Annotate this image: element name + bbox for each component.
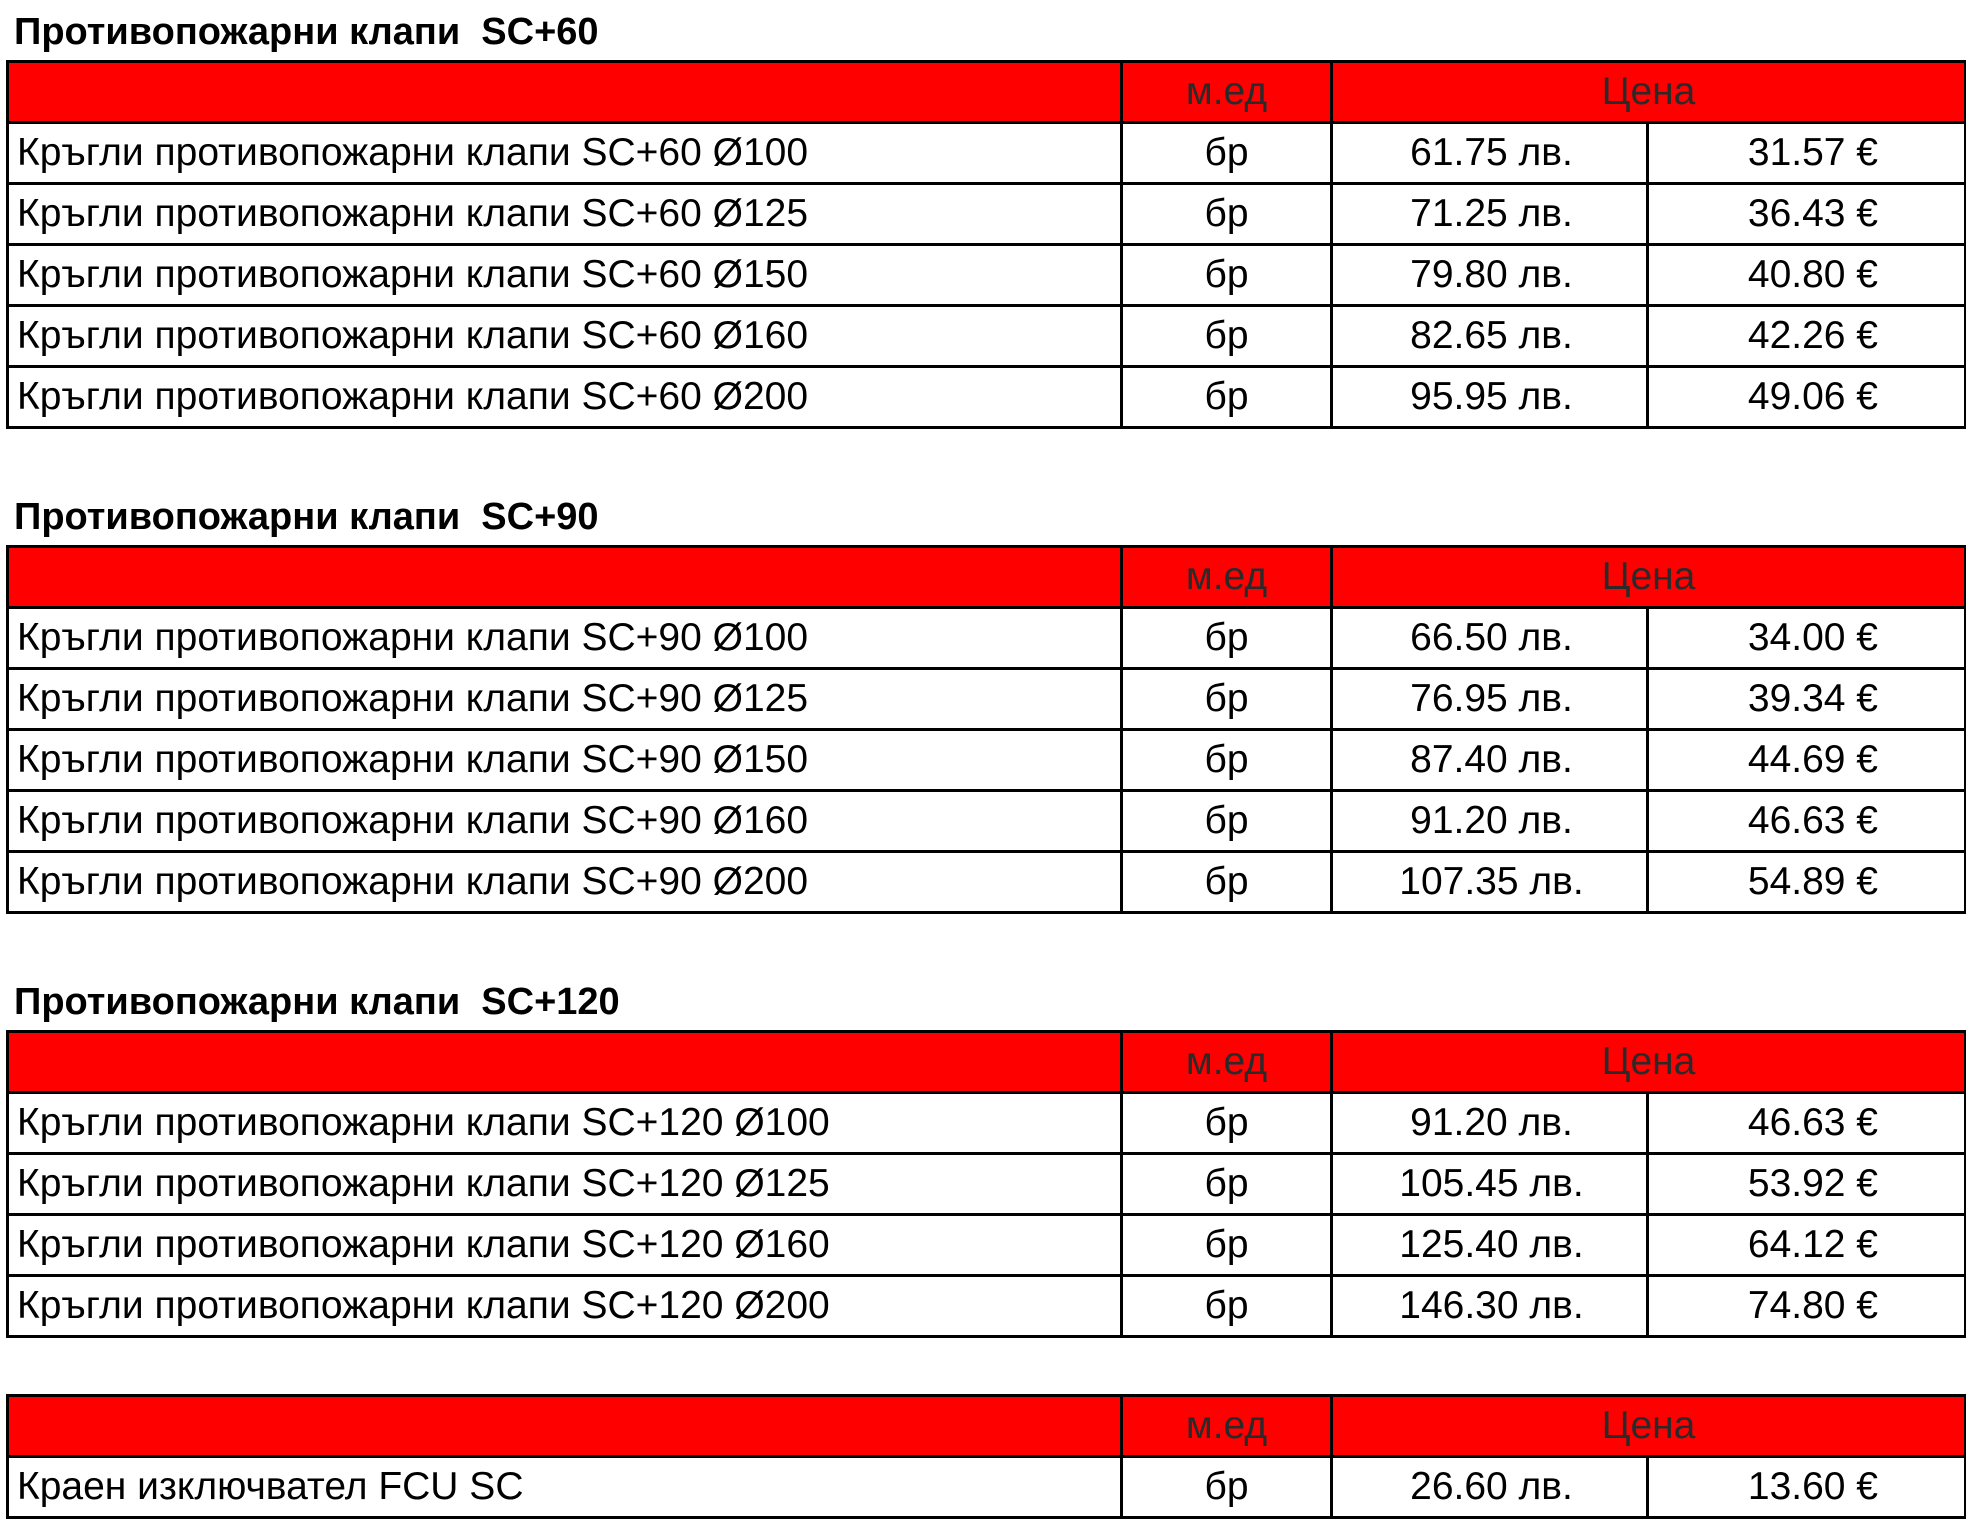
header-unit-cell: м.ед <box>1122 1396 1332 1457</box>
header-name-cell <box>8 1032 1122 1093</box>
section-spacer <box>0 429 1966 489</box>
product-name-cell: Кръгли противопожарни клапи SC+120 Ø100 <box>8 1093 1122 1154</box>
table-header-row <box>8 547 1966 608</box>
header-price-cell: Цена <box>1332 547 1966 608</box>
table-row <box>8 669 1966 730</box>
product-name-cell: Краен изключвател FCU SC <box>8 1457 1122 1518</box>
section-limit-switch <box>6 1394 1966 1519</box>
price-table <box>6 1394 1966 1519</box>
header-unit-cell: м.ед <box>1122 547 1332 608</box>
table-row <box>8 123 1966 184</box>
section-title: Противопожарни клапи SC+120 <box>14 981 620 1023</box>
table-row <box>8 1215 1966 1276</box>
price-eur-cell: 40.80 € <box>1648 245 1966 306</box>
price-bgn-cell: 91.20 лв. <box>1332 1093 1648 1154</box>
price-eur-cell: 46.63 € <box>1648 791 1966 852</box>
table-row <box>8 852 1966 913</box>
section-title: Противопожарни клапи SC+60 <box>14 11 599 53</box>
price-eur-cell: 46.63 € <box>1648 1093 1966 1154</box>
product-name-cell: Кръгли противопожарни клапи SC+90 Ø125 <box>8 669 1122 730</box>
product-name-cell: Кръгли противопожарни клапи SC+90 Ø100 <box>8 608 1122 669</box>
price-eur-cell: 34.00 € <box>1648 608 1966 669</box>
unit-cell: бр <box>1122 1457 1332 1518</box>
price-bgn-cell: 107.35 лв. <box>1332 852 1648 913</box>
unit-cell: бр <box>1122 123 1332 184</box>
header-unit-cell: м.ед <box>1122 1032 1332 1093</box>
table-row <box>8 1276 1966 1337</box>
table-row <box>8 1457 1966 1518</box>
price-bgn-cell: 66.50 лв. <box>1332 608 1648 669</box>
table-row <box>8 245 1966 306</box>
product-name-cell: Кръгли противопожарни клапи SC+60 Ø100 <box>8 123 1122 184</box>
product-name-cell: Кръгли противопожарни клапи SC+120 Ø125 <box>8 1154 1122 1215</box>
header-price-cell: Цена <box>1332 1032 1966 1093</box>
product-name-cell: Кръгли противопожарни клапи SC+90 Ø200 <box>8 852 1122 913</box>
price-bgn-cell: 125.40 лв. <box>1332 1215 1648 1276</box>
price-table <box>6 545 1966 914</box>
header-price-cell: Цена <box>1332 62 1966 123</box>
unit-cell: бр <box>1122 1154 1332 1215</box>
product-name-cell: Кръгли противопожарни клапи SC+60 Ø200 <box>8 367 1122 428</box>
price-eur-cell: 54.89 € <box>1648 852 1966 913</box>
price-eur-cell: 39.34 € <box>1648 669 1966 730</box>
table-header-row <box>8 62 1966 123</box>
header-name-cell <box>8 62 1122 123</box>
unit-cell: бр <box>1122 1093 1332 1154</box>
unit-cell: бр <box>1122 730 1332 791</box>
unit-cell: бр <box>1122 608 1332 669</box>
section-sc120 <box>6 974 1966 1338</box>
section-spacer <box>0 1338 1966 1394</box>
price-bgn-cell: 82.65 лв. <box>1332 306 1648 367</box>
price-eur-cell: 31.57 € <box>1648 123 1966 184</box>
unit-cell: бр <box>1122 367 1332 428</box>
price-eur-cell: 64.12 € <box>1648 1215 1966 1276</box>
table-row <box>8 608 1966 669</box>
section-title: Противопожарни клапи SC+90 <box>14 496 599 538</box>
price-table <box>6 1030 1966 1338</box>
unit-cell: бр <box>1122 1276 1332 1337</box>
price-eur-cell: 42.26 € <box>1648 306 1966 367</box>
price-bgn-cell: 146.30 лв. <box>1332 1276 1648 1337</box>
price-bgn-cell: 105.45 лв. <box>1332 1154 1648 1215</box>
section-sc90 <box>6 489 1966 914</box>
header-price-cell: Цена <box>1332 1396 1966 1457</box>
price-eur-cell: 49.06 € <box>1648 367 1966 428</box>
table-header-row <box>8 1396 1966 1457</box>
product-name-cell: Кръгли противопожарни клапи SC+120 Ø160 <box>8 1215 1122 1276</box>
unit-cell: бр <box>1122 669 1332 730</box>
header-name-cell <box>8 547 1122 608</box>
table-row <box>8 1093 1966 1154</box>
unit-cell: бр <box>1122 1215 1332 1276</box>
table-row <box>8 367 1966 428</box>
price-bgn-cell: 91.20 лв. <box>1332 791 1648 852</box>
price-eur-cell: 13.60 € <box>1648 1457 1966 1518</box>
unit-cell: бр <box>1122 791 1332 852</box>
header-name-cell <box>8 1396 1122 1457</box>
price-bgn-cell: 61.75 лв. <box>1332 123 1648 184</box>
price-bgn-cell: 76.95 лв. <box>1332 669 1648 730</box>
unit-cell: бр <box>1122 184 1332 245</box>
product-name-cell: Кръгли противопожарни клапи SC+90 Ø150 <box>8 730 1122 791</box>
section-spacer <box>0 914 1966 974</box>
unit-cell: бр <box>1122 306 1332 367</box>
table-row <box>8 306 1966 367</box>
section-sc60 <box>6 4 1966 429</box>
price-bgn-cell: 71.25 лв. <box>1332 184 1648 245</box>
header-unit-cell: м.ед <box>1122 62 1332 123</box>
table-row <box>8 184 1966 245</box>
product-name-cell: Кръгли противопожарни клапи SC+60 Ø125 <box>8 184 1122 245</box>
product-name-cell: Кръгли противопожарни клапи SC+60 Ø150 <box>8 245 1122 306</box>
product-name-cell: Кръгли противопожарни клапи SC+90 Ø160 <box>8 791 1122 852</box>
table-row <box>8 791 1966 852</box>
price-table <box>6 60 1966 429</box>
product-name-cell: Кръгли противопожарни клапи SC+60 Ø160 <box>8 306 1122 367</box>
table-row <box>8 730 1966 791</box>
product-name-cell: Кръгли противопожарни клапи SC+120 Ø200 <box>8 1276 1122 1337</box>
price-bgn-cell: 26.60 лв. <box>1332 1457 1648 1518</box>
unit-cell: бр <box>1122 852 1332 913</box>
unit-cell: бр <box>1122 245 1332 306</box>
price-bgn-cell: 79.80 лв. <box>1332 245 1648 306</box>
price-eur-cell: 74.80 € <box>1648 1276 1966 1337</box>
table-header-row <box>8 1032 1966 1093</box>
price-eur-cell: 53.92 € <box>1648 1154 1966 1215</box>
price-bgn-cell: 87.40 лв. <box>1332 730 1648 791</box>
price-eur-cell: 44.69 € <box>1648 730 1966 791</box>
price-bgn-cell: 95.95 лв. <box>1332 367 1648 428</box>
table-row <box>8 1154 1966 1215</box>
price-eur-cell: 36.43 € <box>1648 184 1966 245</box>
